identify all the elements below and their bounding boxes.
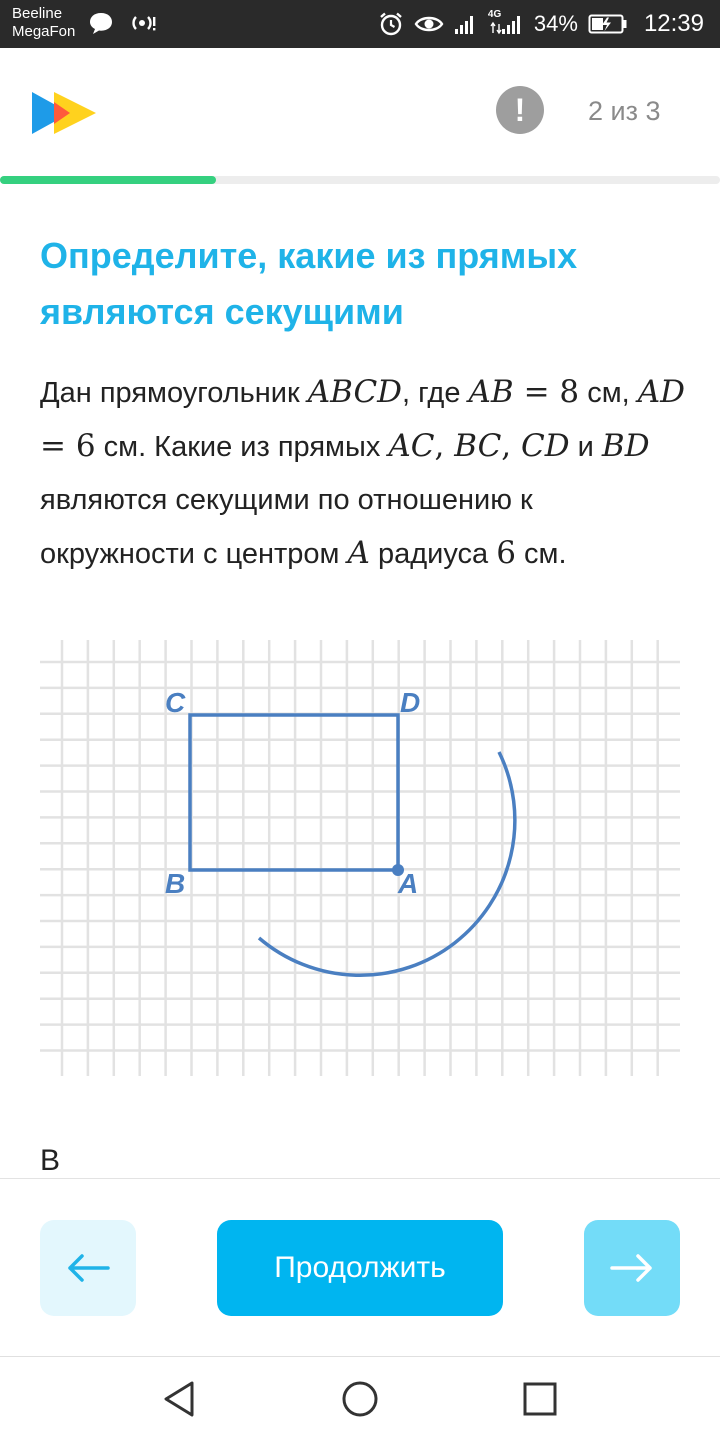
math-comma: , xyxy=(501,428,522,464)
home-circle-icon[interactable] xyxy=(338,1377,382,1421)
label-b: B xyxy=(165,868,186,899)
back-button[interactable] xyxy=(40,1220,136,1316)
arrow-left-icon xyxy=(66,1253,110,1283)
clock: 12:39 xyxy=(643,10,704,37)
math-comma: , xyxy=(434,428,455,464)
task-title: Определите, какие из прямых являются секущими xyxy=(40,235,578,332)
grid xyxy=(40,640,680,1076)
math-a: A xyxy=(347,535,370,571)
carrier-2: MegaFon xyxy=(12,23,76,40)
bottom-divider xyxy=(0,1178,720,1179)
carrier-1: Beeline xyxy=(12,5,63,22)
continue-button[interactable]: Продолжить xyxy=(217,1220,503,1316)
app-logo xyxy=(30,88,98,138)
math-ad: AD xyxy=(637,374,685,410)
statement-text: см. Какие из прямых xyxy=(95,431,389,463)
eye-icon xyxy=(414,12,444,36)
statement-text: , где xyxy=(402,377,469,409)
exclamation-icon: ! xyxy=(514,91,526,128)
statement-text: Дан прямоугольник xyxy=(40,377,308,409)
math-equals: = xyxy=(40,428,76,464)
geometry-figure xyxy=(40,640,680,1076)
math-ac: AC xyxy=(388,428,435,464)
clipped-text-fragment: В xyxy=(40,1144,61,1177)
carrier-info xyxy=(12,5,75,41)
next-button[interactable] xyxy=(584,1220,680,1316)
statement-text: и xyxy=(569,431,602,463)
progress-counter: 2 из 3 xyxy=(588,96,661,126)
hotspot-icon xyxy=(130,10,158,36)
statement-text: являются секущими по отношению к окружности с центром xyxy=(40,484,533,570)
status-bar xyxy=(0,0,720,48)
task-statement xyxy=(40,366,690,581)
math-bc: BC xyxy=(454,428,502,464)
battery-percent: 34% xyxy=(533,11,578,36)
chat-icon xyxy=(88,10,114,36)
label-d: D xyxy=(400,687,421,718)
math-cd: CD xyxy=(521,428,570,464)
alarm-icon xyxy=(378,11,404,37)
progress-bar xyxy=(0,176,720,184)
statement-text: см. xyxy=(515,538,567,570)
signal-icon xyxy=(454,12,478,36)
label-c: C xyxy=(165,687,186,718)
math-ab: AB xyxy=(468,374,514,410)
math-equals: = xyxy=(513,374,560,410)
network-type: 4G xyxy=(487,9,502,20)
statement-text: радиуса xyxy=(369,538,497,570)
math-eight: 8 xyxy=(559,374,580,410)
math-abcd: ABCD xyxy=(307,374,403,410)
label-a: A xyxy=(398,868,419,899)
back-triangle-icon[interactable] xyxy=(158,1377,202,1421)
battery-icon xyxy=(588,13,628,35)
math-bd: BD xyxy=(601,428,650,464)
arrow-right-icon xyxy=(610,1253,654,1283)
recents-square-icon[interactable] xyxy=(518,1377,562,1421)
navigation-bar xyxy=(0,1356,720,1440)
math-six: 6 xyxy=(496,535,516,571)
progress-bar-fill xyxy=(0,176,216,184)
report-button[interactable] xyxy=(496,86,544,134)
math-six: 6 xyxy=(75,428,96,464)
statement-text: см, xyxy=(579,377,638,409)
